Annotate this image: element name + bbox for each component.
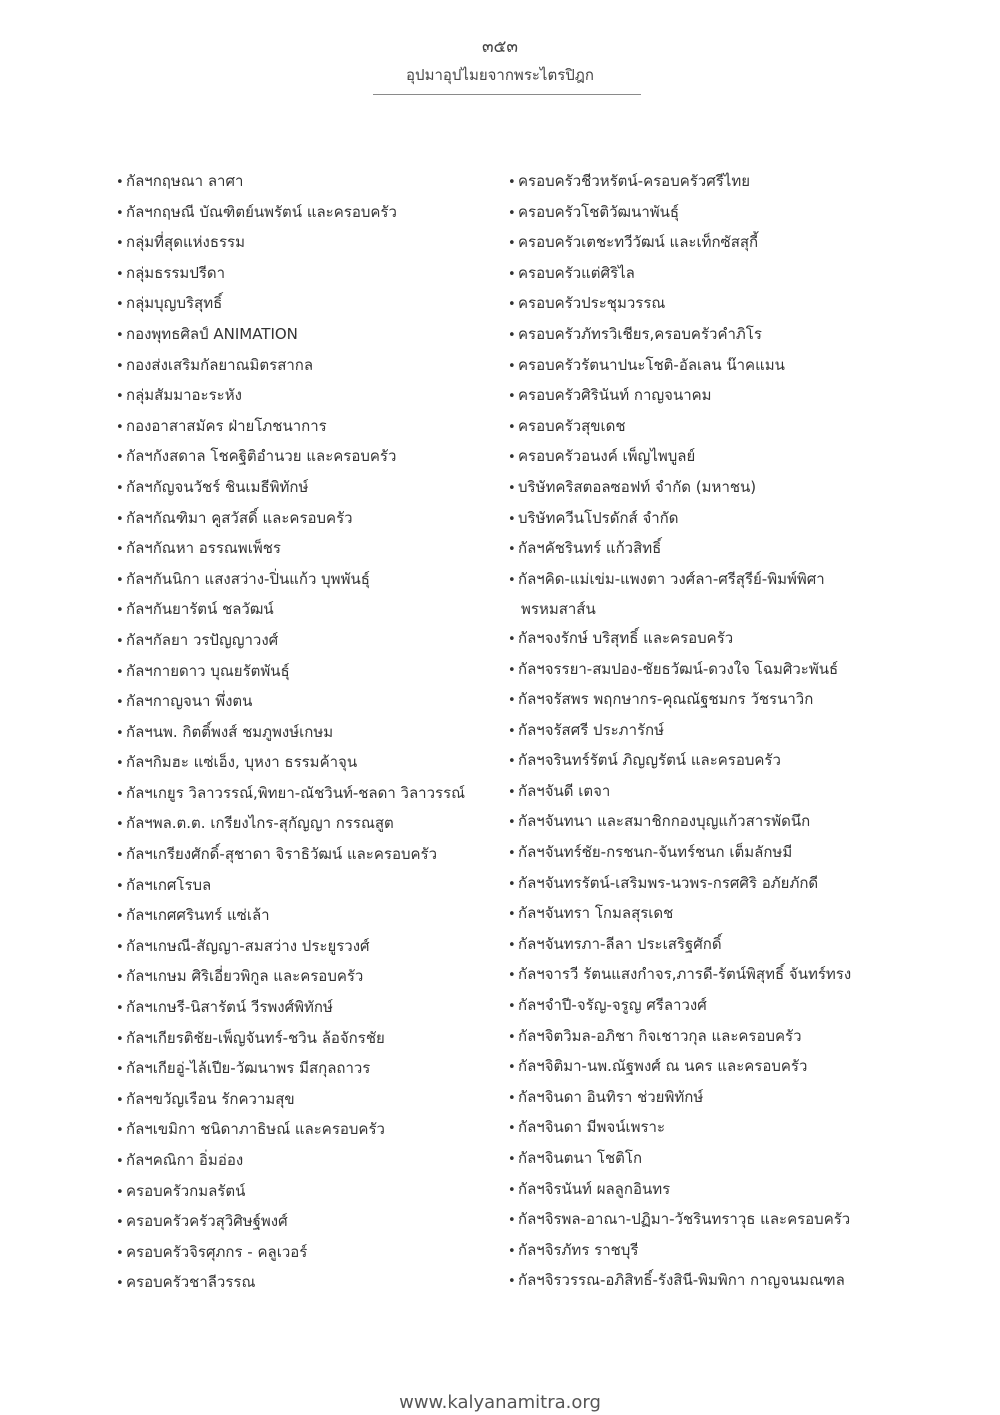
list-item-text: กัลฯเกรียงศักดิ์-สุชาดา จิราธิวัฒน์ และครอบครัว	[126, 845, 437, 864]
list-item-text: กัลฯกฤษณา ลาศา	[126, 172, 244, 190]
bullet-icon: •	[116, 205, 124, 221]
list-item	[508, 504, 888, 535]
bullet-icon: •	[116, 1215, 124, 1231]
bullet-icon: •	[508, 1213, 516, 1229]
list-item	[508, 320, 888, 351]
list-item	[116, 1238, 501, 1269]
list-item	[116, 1268, 501, 1299]
list-item-text: กัลฯจันทรรัตน์-เสริมพร-นวพร-กรศศิริ อภัยภักดี	[518, 873, 819, 892]
list-item-text: กัลฯจรินทร์รัตน์ ภิญญรัตน์ และครอบครัว	[518, 751, 781, 770]
list-item	[508, 624, 888, 655]
list-item	[116, 1115, 501, 1146]
bullet-icon: •	[508, 723, 516, 739]
list-item-text: ครอบครัวแต่ศิริไล	[518, 263, 635, 282]
list-item-text: ครอบครัวชีวหรัตน์-ครอบครัวศรีไทย	[518, 172, 751, 190]
list-item-text: กัลฯกัณหา อรรณพเพ็ชร	[126, 539, 281, 558]
list-item-text: กลุ่มที่สุดแห่งธรรม	[126, 233, 245, 252]
list-item	[116, 840, 501, 871]
bullet-icon: •	[508, 511, 516, 527]
bullet-icon: •	[508, 1152, 516, 1167]
bullet-icon: •	[116, 297, 124, 313]
list-item	[508, 777, 888, 808]
list-item-text: กัลฯจันดี เตจา	[518, 781, 611, 800]
list-item-text: กัลฯกัญจนวัชร์ ชินเมธีพิทักษ์	[126, 477, 309, 496]
list-item-text: กัลฯนพ. กิตติ์พงส์ ชมภูพงษ์เกษม	[126, 722, 334, 741]
list-item	[508, 167, 888, 198]
list-item	[508, 685, 888, 716]
list-item-text: กัลฯเกยูร วิลาวรรณ์,พิทยา-ณัชวินท์-ชลดา วิลาวรรณ์	[126, 783, 466, 802]
list-item-text: กลุ่มบุญบริสุทธิ์	[126, 294, 223, 313]
list-item-text: กัลฯกิมฮะ แซ่เอ็ง, บุหงา ธรรมค้าจุน	[126, 753, 358, 772]
bullet-icon: •	[508, 205, 516, 221]
list-item	[116, 993, 501, 1024]
list-item-continuation: พรหมสาส์น	[521, 600, 596, 619]
bullet-icon: •	[116, 542, 124, 558]
list-item-text: ครอบครัวครัวสุวิศิษฐ์พงศ์	[126, 1212, 288, 1231]
list-item-text: กัลฯกฤษณี บัณฑิตย์นพรัตน์ และครอบครัว	[126, 202, 397, 221]
bullet-icon: •	[116, 511, 124, 527]
bullet-icon: •	[116, 939, 124, 955]
list-item-text: กัลฯจรรยา-สมปอง-ชัยธวัฒน์-ดวงใจ โฉมศิวะพันธ์	[518, 659, 839, 678]
list-item	[116, 504, 501, 535]
bullet-icon: •	[508, 572, 516, 588]
list-item	[508, 899, 888, 930]
list-item-text: กัลฯกันนิกา แสงสว่าง-ปิ่นแก้ว บุพพันธุ์	[126, 569, 370, 588]
list-item-text: กองส่งเสริมกัลยาณมิตรสากล	[126, 355, 314, 374]
bullet-icon: •	[116, 848, 124, 864]
bullet-icon: •	[508, 1090, 516, 1106]
list-item-text: กลุ่มสัมมาอะระหัง	[126, 386, 242, 405]
list-item-text: กัลฯจิรภัทร ราชบุรี	[518, 1240, 639, 1259]
list-item-text: กัลฯเกียรติชัย-เพ็ญจันทร์-ชวิน ล้อจักรชัย	[126, 1028, 385, 1047]
bullet-icon: •	[508, 968, 516, 984]
bullet-icon: •	[116, 878, 124, 894]
list-item	[508, 1205, 888, 1236]
list-item	[508, 1175, 888, 1206]
bullet-icon: •	[116, 266, 124, 282]
list-item	[116, 1085, 501, 1116]
list-item	[116, 595, 501, 626]
bullet-icon: •	[116, 603, 124, 619]
list-item-text: ครอบครัวประชุมวรรณ	[518, 294, 666, 313]
list-item-text: ครอบครัวรัตนาปนะโชติ-อัลเลน น๊าคแมน	[518, 355, 785, 374]
list-item-text: กัลฯจงรักษ์ บริสุทธิ์ และครอบครัว	[518, 628, 734, 647]
bullet-icon: •	[508, 389, 516, 405]
list-item-text: ครอบครัวอนงค์ เพ็ญไพบูลย์	[518, 447, 696, 466]
list-item	[116, 626, 501, 657]
bullet-icon: •	[116, 1245, 124, 1261]
list-item-text: กัลฯเกษม ศิริเอี่ยวพิกูล และครอบครัว	[126, 967, 364, 986]
bullet-icon: •	[116, 909, 124, 925]
list-item-text: บริษัทควีนโปรดักส์ จำกัด	[518, 508, 679, 527]
list-item-text: กัลฯคัชรินทร์ แก้วสิทธิ์	[518, 539, 662, 558]
list-item-text: กัลฯจันทรา โกมลสุรเดช	[518, 904, 674, 923]
list-item-text: กัลฯเกศโรบล	[126, 875, 212, 894]
list-item	[116, 1207, 501, 1238]
bullet-icon: •	[508, 754, 516, 770]
header-divider	[373, 94, 641, 95]
page-number: ๓๕๓	[481, 37, 519, 57]
list-item-text: กัลฯจรัสศรี ประภารักษ์	[518, 720, 665, 739]
list-item	[116, 779, 501, 810]
bullet-icon: •	[508, 236, 516, 252]
list-item-text: กัลฯพล.ต.ต. เกรียงไกร-สุกัญญา กรรณสูต	[126, 814, 394, 833]
bullet-icon: •	[508, 1060, 516, 1076]
bullet-icon: •	[508, 450, 516, 466]
list-item	[116, 198, 501, 229]
list-item-text: บริษัทคริสตอลซอฟท์ จำกัด (มหาชน)	[518, 477, 757, 496]
bullet-icon: •	[508, 358, 516, 374]
list-item	[508, 228, 888, 259]
bullet-icon: •	[116, 786, 124, 802]
list-item-text: ครอบครัวโชติวัฒนาพันธุ์	[518, 202, 680, 221]
bullet-icon: •	[508, 480, 516, 496]
donor-list-left	[116, 167, 501, 1299]
list-item	[508, 807, 888, 838]
list-item	[508, 412, 888, 443]
bullet-icon: •	[508, 876, 516, 892]
list-item-text: กัลฯจินดา อินทิรา ช่วยพิทักษ์	[518, 1087, 704, 1106]
bullet-icon: •	[508, 419, 516, 435]
list-item	[116, 442, 501, 473]
bullet-icon: •	[508, 1243, 516, 1259]
list-item-text: ครอบครัวกมลรัตน์	[126, 1181, 246, 1200]
bullet-icon: •	[116, 633, 124, 649]
bullet-icon: •	[508, 815, 516, 831]
book-title: อุปมาอุปไมยจากพระไตรปิฎก	[406, 66, 594, 84]
list-item-text: ครอบครัวเตชะทวีวัฒน์ และเท็กซัสสุกี้	[518, 233, 759, 252]
list-item-text: กัลฯจิติมา-นพ.ณัฐพงศ์ ณ นคร และครอบครัว	[518, 1057, 808, 1076]
list-item	[508, 1144, 888, 1175]
list-item	[116, 901, 501, 932]
list-item	[508, 930, 888, 961]
bullet-icon: •	[116, 970, 124, 986]
bullet-icon: •	[508, 1029, 516, 1045]
list-item	[508, 565, 888, 596]
bullet-icon: •	[508, 175, 516, 190]
list-item	[508, 442, 888, 473]
bullet-icon: •	[508, 784, 516, 800]
list-item	[116, 962, 501, 993]
bullet-icon: •	[508, 1182, 516, 1198]
list-item-text: กัลฯจำปี-จรัญ-จรูญ ศรีลาวงศ์	[518, 996, 707, 1015]
bullet-icon: •	[508, 1274, 516, 1290]
list-item	[508, 655, 888, 686]
list-item-text: กัลฯกังสดาล โชคฐิติอำนวย และครอบครัว	[126, 447, 397, 466]
list-item	[116, 289, 501, 320]
list-item-text: กัลฯเกษณี-สัญญา-สมสว่าง ประยูรวงศ์	[126, 936, 370, 955]
list-item	[116, 1146, 501, 1177]
bullet-icon: •	[116, 419, 124, 435]
bullet-icon: •	[116, 756, 124, 772]
bullet-icon: •	[508, 1121, 516, 1137]
bullet-icon: •	[116, 1031, 124, 1047]
bullet-icon: •	[116, 1276, 124, 1292]
bullet-icon: •	[508, 937, 516, 953]
bullet-icon: •	[116, 1001, 124, 1017]
bullet-icon: •	[116, 1062, 124, 1078]
list-item	[508, 1113, 888, 1144]
bullet-icon: •	[116, 358, 124, 374]
list-item-text: กัลฯกายดาว บุณยรัตพันธุ์	[126, 661, 290, 680]
list-item	[116, 1054, 501, 1085]
list-item	[116, 871, 501, 902]
list-item	[116, 381, 501, 412]
bullet-icon: •	[508, 542, 516, 558]
list-item-text: กัลฯจินดา มีพจน์เพราะ	[518, 1118, 666, 1137]
list-item	[508, 746, 888, 777]
bullet-icon: •	[508, 327, 516, 343]
list-item	[508, 534, 888, 565]
donor-list-right	[508, 167, 888, 1297]
bullet-icon: •	[116, 327, 124, 343]
list-item	[116, 1024, 501, 1055]
list-item-text: กัลฯกัณฑิมา คูสวัสดิ์ และครอบครัว	[126, 508, 353, 527]
list-item-text: กัลฯเกศศรินทร์ แซ่เล้า	[126, 906, 270, 925]
bullet-icon: •	[116, 572, 124, 588]
list-item	[116, 809, 501, 840]
list-item	[508, 838, 888, 869]
bullet-icon: •	[116, 1092, 124, 1108]
list-item-text: กัลฯเขมิกา ชนิดาภาธิษณ์ และครอบครัว	[126, 1120, 385, 1139]
list-item-text: กัลฯจิรนันท์ ผลลูกอินทร	[518, 1179, 671, 1198]
footer-url: www.kalyanamitra.org	[399, 1392, 601, 1413]
list-item-text: กัลฯจันทนา และสมาชิกกองบุญแก้วสารพัดนึก	[518, 812, 811, 831]
list-item	[508, 259, 888, 290]
bullet-icon: •	[508, 999, 516, 1015]
list-item-text: กัลฯจิรวรรณ-อภิสิทธิ์-รังสินี-พิมพิกา กาญจนมณฑล	[518, 1271, 845, 1290]
list-item-text: กัลฯเกษรี-นิสารัตน์ วีรพงศ์พิทักษ์	[126, 998, 333, 1017]
list-item-text: กัลฯเกียอู่-ไล้เปีย-วัฒนาพร มีสกุลถาวร	[126, 1059, 371, 1078]
list-item	[508, 1266, 888, 1297]
list-item	[116, 351, 501, 382]
list-item-text: กัลฯจารวี รัตนแสงกำจร,ภารดี-รัตน์พิสุทธิ์ จันทร์ทรง	[518, 965, 852, 984]
bullet-icon: •	[508, 907, 516, 923]
list-item	[116, 687, 501, 718]
bullet-icon: •	[116, 695, 124, 711]
list-item-text: กองอาสาสมัคร ฝ่ายโภชนาการ	[126, 416, 327, 435]
bullet-icon: •	[116, 389, 124, 405]
list-item	[116, 932, 501, 963]
list-item	[508, 381, 888, 412]
bullet-icon: •	[116, 664, 124, 680]
list-item	[116, 228, 501, 259]
list-item	[116, 748, 501, 779]
list-item-text: กัลฯจินตนา โชติโก	[518, 1149, 643, 1167]
list-item	[116, 657, 501, 688]
list-item-text: ครอบครัวชาลีวรรณ	[126, 1273, 256, 1292]
list-item-text: กัลฯจันทรภา-ลีลา ประเสริฐศักดิ์	[518, 934, 722, 953]
list-item	[116, 320, 501, 351]
list-item-text: กองพุทธศิลป์ ANIMATION	[126, 324, 298, 343]
list-item	[508, 1022, 888, 1053]
list-item	[508, 1236, 888, 1267]
list-item	[508, 289, 888, 320]
list-item	[508, 869, 888, 900]
list-item	[508, 991, 888, 1022]
list-item	[116, 412, 501, 443]
bullet-icon: •	[116, 236, 124, 252]
list-item-text: ครอบครัวภัทรวิเชียร,ครอบครัวคำภิโร	[518, 324, 762, 343]
bullet-icon: •	[116, 1184, 124, 1200]
list-item-text: กัลฯกาญจนา พึ่งตน	[126, 692, 253, 711]
bullet-icon: •	[116, 175, 124, 190]
bullet-icon: •	[508, 846, 516, 862]
list-item-text: กัลฯกัลยา วรปัญญาวงศ์	[126, 630, 279, 649]
list-item-text: ครอบครัวจิรศุภกร - คลูเวอร์	[126, 1242, 308, 1261]
list-item	[116, 565, 501, 596]
list-item	[508, 1083, 888, 1114]
bullet-icon: •	[116, 817, 124, 833]
list-item	[116, 1177, 501, 1208]
bullet-icon: •	[508, 662, 516, 678]
list-item	[116, 259, 501, 290]
list-item	[508, 960, 888, 991]
list-item-text: กลุ่มธรรมปรีดา	[126, 263, 226, 282]
list-item-text: กัลฯคิด-แม่เข่ม-แพงตา วงศ์ลา-ศรีสุรีย์-พิมพ์พิศา	[518, 569, 825, 588]
bullet-icon: •	[508, 266, 516, 282]
bullet-icon: •	[116, 1123, 124, 1139]
list-item-text: กัลฯจรัสพร พฤกษากร-คุณณัฐชมกร วัชรนาวิก	[518, 690, 814, 709]
bullet-icon: •	[508, 297, 516, 313]
list-item-text: กัลฯจันทร์ชัย-กรชนก-จันทร์ชนก เต็มลักษมี	[518, 843, 793, 862]
list-item	[508, 473, 888, 504]
list-item-text: กัลฯคณิกา อิ่มอ่อง	[126, 1151, 244, 1169]
bullet-icon: •	[116, 450, 124, 466]
list-item	[508, 1052, 888, 1083]
list-item-text: กัลฯจิตวิมล-อภิชา กิจเชาวกุล และครอบครัว	[518, 1026, 802, 1045]
bullet-icon: •	[508, 693, 516, 709]
list-item	[116, 718, 501, 749]
list-item-text: กัลฯขวัญเรือน รักความสุข	[126, 1089, 295, 1108]
list-item-text: กัลฯจิรพล-อาณา-ปฏิมา-วัชรินทราวุธ และครอบครัว	[518, 1210, 851, 1229]
list-item-text: ครอบครัวศิรินันท์ กาญจนาคม	[518, 386, 712, 405]
bullet-icon: •	[116, 480, 124, 496]
list-item	[116, 167, 501, 198]
list-item-text: ครอบครัวสุขเดช	[518, 416, 626, 435]
bullet-icon: •	[116, 725, 124, 741]
bullet-icon: •	[508, 631, 516, 647]
bullet-icon: •	[116, 1154, 124, 1169]
list-item-text: กัลฯกันยารัตน์ ชลวัฒน์	[126, 600, 274, 619]
list-item	[116, 534, 501, 565]
list-item	[508, 716, 888, 747]
list-item	[508, 198, 888, 229]
list-item	[116, 473, 501, 504]
list-item	[508, 351, 888, 382]
